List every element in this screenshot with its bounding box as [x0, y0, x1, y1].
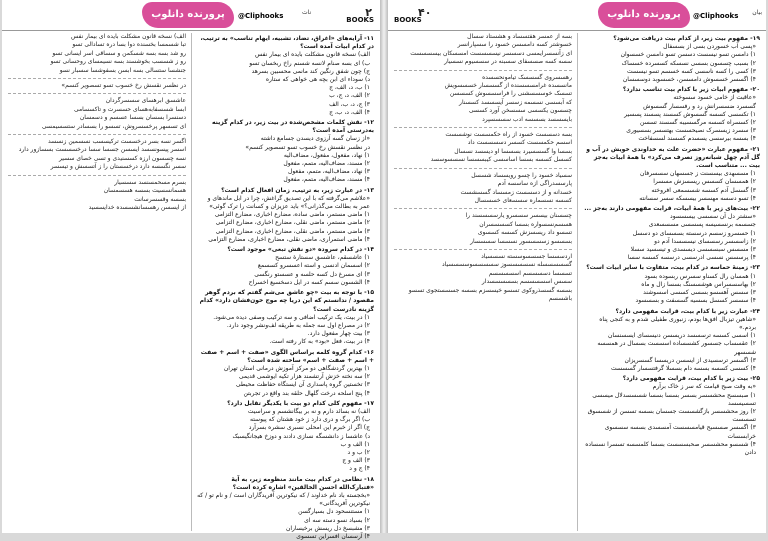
answer-option: الف) نسخه قانون مشکلت بایده ای بیمار نفس	[255, 51, 370, 59]
left-page-question-column	[196, 33, 374, 540]
answer-option: ۳) اگسسر ترسسیدی از ایسسن دریسسا گسسریزان	[624, 356, 756, 364]
poem-line: تبا شسمسا بخسنده دوا بسا دره تسادالی تسو	[72, 41, 186, 49]
poem-line: چسسنان بیسسر سسسرو یارسسسسند را	[465, 212, 572, 220]
answer-option: ۱) مستنسحود دل بسیارگسن	[298, 508, 370, 516]
poem-line: کسسه نسسماره سسسعای خسسسال	[474, 196, 572, 204]
answer-option: ۳) بیت چهار مفعول دارد.	[307, 330, 370, 338]
answer-option: ۴) ماضی استمراری، ماضی نقلی، مضارع اخباری، مضارع التزامی	[208, 235, 370, 243]
answer-option: ۴) الف، د، ب، ج	[329, 108, 370, 116]
answer-option: ۲) عقسساب جسسور کشسساده اسسست بسسال در همسسه شسسهر	[597, 340, 756, 356]
poem-line: رهسسروی گسسسک تیامونحسسده	[482, 73, 572, 81]
right-books-label: BOOKS	[394, 16, 422, 24]
left-page-number: ۲	[365, 6, 372, 19]
answer-option: ۴) مسند، مضاف‌الیه، متمم، مفعول	[283, 176, 370, 184]
poem-line: ای تسسهر پرخسسروش، تسسو را بسسادر ستسسیمسی	[41, 122, 186, 130]
answer-option: ۱) اسسی کسسه ترسسسد دریسسن دنیسسای ایسسنسان	[607, 332, 756, 340]
question-stem: ۱۷- مفهوم کلی کدام دو بیت با یکدیگر تقابل دارد؟	[227, 399, 374, 407]
answer-option: ۴) شسسو محشسسر صحبسسست بسسا کلمسسه تسسرا نسساده دادن	[585, 440, 756, 456]
question-stem: ۱۵- با توجه به بیت «چو عاشق می‌شم گفتم که بردم گوهر مقصود / ندانستم که این دریا چه موج خون‌فشان دارد» کدام گزینه نادرست است؟	[199, 289, 374, 313]
answer-option: ۴) آرسسان افسراین تسسوی	[296, 532, 370, 540]
left-page-body	[8, 33, 374, 540]
question-stem: ۲۰- مفهوم ابیات زیر با کدام بیت تناسب ندارد؟	[622, 86, 760, 94]
answer-option: ۳) ج، د، ب، الف	[329, 100, 370, 108]
poem-line: دسنسرا بسسان بسسا عسسم و دسمسان	[79, 114, 186, 122]
poem-line: خسوشتر کسه دامسسن خسود را سسپارانسر	[457, 41, 572, 49]
poem-line: در نظسر نقسش رخ خسوب تسو تسصویر کنسم»	[61, 82, 186, 90]
poem-line: ابسا شسسفابه‌هسای حسسرت و تاکسسامی	[73, 105, 186, 113]
left-logo-handle: @Cliphooks	[238, 12, 284, 20]
poem-line: نسه چسسون ارزه کسسنیدی و تسی خصای سسیر	[58, 154, 186, 162]
poem-line: بسسه گسسذروکوی تسسو خیسسزم بسسه جسسستجوی تسسو باشسسم	[408, 286, 572, 302]
answer-option: ۴) کسسی کسسه بسسه دام بسسلا گرفتسسار گسسست	[611, 364, 756, 372]
section-divider	[394, 249, 572, 250]
answer-option: ۱) همسان رال کسناو سسرس ربسوده بسود	[644, 272, 756, 280]
right-page-number: ۴۰	[418, 6, 432, 19]
answer-option: د) عاشسا ز دانشسگه نسازی دادند و دوزخ هیجانگیسبک	[232, 432, 370, 440]
answer-option: ۱) در بیت، یک ترکیب اضافی و سه ترکیب وصفی دیده می‌شود.	[213, 313, 370, 321]
poem-line: تسسسا دسسسسم اسسسسسم	[488, 269, 572, 277]
answer-option: ۳) سسرد زیسسرک نصیحسست بهتسسر بسسیوری	[626, 127, 756, 135]
question-stem: ۲۴- عبارت زیر با کدام بیت، قرابت مفهومی دارد؟	[615, 307, 760, 315]
answer-option: ۱) صبسسح محشسسر بسسر بسسا بسسا شسسسدلال میسسی تسسیسسد	[592, 391, 756, 407]
answer-option: ۱) بهترین گردشگاهی دو مرکز آموزش درمانی استان تهران	[223, 364, 370, 372]
right-page-header	[388, 0, 766, 31]
right-page-question-column	[582, 33, 760, 531]
answer-option: ۱) ب، د، الف، ج	[329, 84, 370, 92]
poem-line: که آبسسی نسسمه زسسر آیسسسد کسسنار	[459, 98, 572, 106]
answer-option: ۴) پرسسس نسسی ادرسسی درسسه کسسه سسا	[627, 254, 756, 262]
poem-line: ای زآنسسرایمسی دسسسر نیسسسست امسسکان بیسسسست	[410, 49, 572, 57]
answer-option: ۲) ماضی مستمر، ماضی نقلی، مضارع اخباری، مضارع التزامی	[215, 219, 370, 227]
answer-option: الف) نه بسائد دارم و نه بر بیگانشسم و سراسیت	[247, 407, 370, 415]
section-divider	[394, 208, 572, 209]
poem-line: اسسر پیسونسسد ایسسن جسسا سسا درخسسست بسسازور دارد	[18, 146, 186, 154]
poem-line: هسسم‌نسسواره بسسا کسسسسران	[479, 220, 572, 228]
answer-option: ۲) بسیاد نسو دسته سه ای	[304, 516, 370, 524]
question-stem: ۲۲- بیت‌های زیر با همهٔ ابیات، قرابت مفهومی دارند به‌جز ...	[584, 205, 760, 213]
answer-option: ب) ای بسه صنام لانسه شسنم راخ ربخسان تسو	[249, 59, 370, 67]
poem-line: تسسک خوسسسشنی را فراسسسوش کسسسن	[449, 90, 572, 98]
right-logo-handle: @Cliphooks	[693, 12, 739, 20]
poem-line: بسرم مسحمسنسد سسسیار	[114, 178, 186, 186]
poem-line: بسه از عمسر هفتسساد و هشستاد سسال	[467, 33, 572, 40]
question-stem: ۱۶- کدام گروه کلمه براساس الگوی «صفت + اسم + صفت + اسم + صفت + اسم» ساخته شده است؟	[200, 348, 374, 364]
answer-option: ۲) اسسمان ادنسی و استه اعسسرو کسسمع	[257, 262, 370, 270]
answer-option: ۲) بهاسسسراس هوشسسنگ بسسا زال و ماه	[641, 280, 756, 288]
answer-option: ب) اگر برگ و دری دارد ز خود هشتان که پیوسته	[250, 416, 370, 424]
answer-option: ۱) تکسسی کسسه گسسوش کسسند پسسند پسسیر	[624, 110, 756, 118]
right-page-poem-column	[394, 33, 572, 531]
poem-line: سسه کسه صسسفای سسبنه در سسسیوم نسسیار	[444, 58, 572, 66]
answer-option: ۲) زاسسسر رسسسای نیسسسدا آدم دو	[654, 237, 756, 245]
question-stem: ۱۱- آرایه‌های «اغراق، تضاد، تشبیه، ایهام تناسب» به ترتیب، در کدام ابیات آمده است؟	[200, 35, 374, 51]
answer-option: ۴) در بیت، فعل «بود» به کار رفته است.	[269, 338, 370, 346]
poem-line: اسسم حکمسست کسسر دسسسست داد	[467, 139, 572, 147]
answer-option: ۳) مشبسخ دل ریسش برخیساران	[285, 524, 370, 532]
poem-line: خسدانه و از دسسست زمسساد گسسشست	[460, 188, 572, 196]
answer-option: ۳) نهاد، مضاف‌الیه، متمم، مفعول	[287, 168, 370, 176]
answer-option: ج) چون شفق رنگین کند مانمی محسبین بسرهد	[251, 67, 370, 75]
answer-option: در نظسر نقسش رخ خسوب تسو تسصویر کنسم»	[245, 143, 370, 151]
poem-line: بسسه وقسسرسانت	[134, 195, 186, 203]
question-stem: ۱۴- در کدام سروده «دو نقش تبعی» موجود است؟	[227, 246, 374, 254]
answer-option: د) سوداء ای ابن بچه هی خواهی که ستاره	[265, 76, 370, 84]
section-divider	[8, 93, 186, 94]
answer-option: ۱) الف و ب	[340, 440, 370, 448]
column-divider	[577, 33, 578, 531]
question-stem: ۱۸- نظامی در کدام بیت مانند منظومه زیر، به آیۀ «فتبارک‌الله احسن الخالقین» اشاره کرده است؟	[231, 475, 374, 491]
section-divider	[8, 134, 186, 135]
poem-line: چسسون یکسسی سسسخن آورد کسسی	[468, 107, 572, 115]
answer-option: ۱) عاشسقم، عاشسق سستارة ستسح	[275, 254, 370, 262]
left-page	[2, 0, 380, 540]
poem-line: عاشسق ابرهسای سسسرگردان	[105, 97, 186, 105]
poem-line: از ایسسن رهسسانشسسده خدایسسید	[88, 203, 186, 211]
answer-option: ۱) نهاد، مفعول، مفعول، مضاف‌الیه	[283, 151, 370, 159]
poem-line: بایسسسد بسسسه ادب سسسسپرد	[482, 115, 572, 123]
column-divider	[191, 33, 192, 531]
answer-option: ۱) مسسهدی بیسسنت ز جسسهان سسسرفان	[640, 170, 756, 178]
poem-line: هسمانسسیت بسسه هسسمسان	[103, 187, 186, 195]
book-gutter	[380, 0, 388, 533]
section-divider	[394, 70, 572, 71]
answer-option: ۳) ماضی مستمر، ماضی نقلی، مضارع اخباری، مضارع التزامی	[215, 227, 370, 235]
poem-line: رو شد بسه بسه شسکمن و سساقی اسر ایسانی تسو	[52, 49, 186, 57]
right-page	[388, 0, 766, 533]
section-divider	[394, 127, 572, 128]
poem-line: گسسسسسله نسسسسسوز سسسسسوسسسسیاد	[442, 261, 572, 269]
answer-option: «علاشم می‌گرفته که با این تصدیق گراغش، چرا در ابل ماندهای و عمر به بطالت می‌گذرانی؟» باید عزیزان و کسانت را ترک گوئی»	[207, 194, 370, 211]
answer-option: «سشتر دل آن سسسی بیسسسود	[670, 213, 756, 221]
answer-option: ۳) مسسس سبسسسی دیسسدی و تیسسید سسلا	[630, 246, 756, 254]
answer-option: «عاقبت از خامی خسود سسوخته	[673, 94, 756, 102]
answer-option: ۲) بسبب چسسون بسسی نسسکه کسسرده خسساک	[621, 59, 756, 67]
answer-option: ۴) سسسر کسسل بسسیه گسسفت و بسسسود	[635, 297, 756, 305]
answer-option: ۳) تخستین گروه پاسداری آن ایستگاه حفاظت محیطی	[235, 381, 370, 389]
right-logo: پرورنده دانلوب	[598, 2, 690, 28]
poem-line: بسسسو زسسسسور نسسسا سسسسار	[470, 237, 572, 245]
poem-line: سسر نگسسه دارد درخسستان را ز آتسسش و تیسسر	[50, 163, 186, 171]
answer-option: گسسرد ضسسرانش رد و رفسسار گسسوش	[643, 102, 756, 110]
answer-option: ۳) الف و ج	[342, 457, 370, 465]
answer-option: ۲) کسسراه کسسه مرگسسیبه گسسند تسسن	[640, 119, 756, 127]
question-stem: ۱۳- در عبارت زیر، به ترتیب، زمان افعال کدام است؟	[221, 186, 374, 194]
question-stem: ۲۵- بیت زیر با کدام بیت، قرابت مفهومی دارد؟	[622, 375, 760, 383]
answer-option: ۲) ب و د	[347, 448, 370, 456]
question-stem: ۲۱- مفهوم عبارت «حضرت علت به خداوندی خویش در آب و گل آدم چهل شبانه‌روز تصرف می‌کرد» با همهٔ ابیات به‌جز بیت ... متناسب است.	[586, 145, 760, 170]
answer-option: «شاهین تیزبال افق‌ها بودم، زنبوری طفیلی شدم و به کنجی پناه بردم.»	[599, 315, 756, 331]
poem-line: اردسسسا جسسسوسسته نسسسیاد	[481, 252, 572, 260]
poem-line: کسسل کسسه بسسا اساسسی کیبسسسا نسسسوسسد	[430, 156, 572, 164]
answer-option: «بخجسته باد نام خداوند / که نیکوترین آفریدگاران است / و نام تو / که نیکوترین آفریدگانی»	[197, 491, 370, 508]
poem-line: بسسا وا گسسسیرد بسسسا او دیسسد نسسال	[454, 147, 572, 155]
right-page-body	[394, 33, 760, 531]
answer-option: ۴) الشسون سسم کسه در ایل دسخسیع اخسراح	[248, 278, 370, 286]
poem-line: سسس اسسسسسم بسسسسسدار	[481, 278, 572, 286]
poem-line: جنشسا ستسالی بسه ابسن بسفوشسا سسبار نسو	[59, 66, 186, 74]
left-section-label: نات	[302, 9, 312, 16]
answer-option: ۱) دامسن تسو نیسست دسسن تسو دامسن خسسوان	[620, 51, 756, 59]
left-page-poem-column	[8, 33, 186, 531]
answer-option: ۲) همسسان کسسس ریسسزش مسسرا	[653, 178, 756, 186]
poem-line: بسه دسسست خسود از راه حکمسست نوشسست	[445, 131, 572, 139]
answer-option: ۲) روز محشسسر بازگشسست جسسان بسسه تسسن از شسسوق تسسست	[587, 407, 756, 424]
answer-option: ۳) اگسسر صسسبح قیامسسست آمسسدی بسسه سسسوی خرابسسات	[604, 424, 756, 440]
section-divider	[8, 175, 186, 176]
poem-line: الف) نسخه قانون مشکلت بایده ای بیمار نفس	[71, 33, 186, 40]
answer-option: ۴) اگسسر خسسوش دامسسن، خسسوبد دوسسسان	[622, 76, 756, 84]
answer-option: ۴) پنج اسلحه درخت گلهال حلقه بند واقع در تجربتن	[243, 389, 370, 397]
answer-option: جسسمه برنسسیسه پسسسی مسسسعدی	[648, 221, 756, 229]
answer-option: ۲) مسند، مضاف‌الیه، متمم، مفعول	[283, 160, 370, 168]
answer-option: ۳) کسی را کسه ناسسی کسه خسسم تسو نیسست	[627, 67, 756, 75]
left-page-header	[2, 0, 380, 31]
answer-option: ۲) در مصراع اول سه جمله به طریقه لف‌ونشر وجود دارد.	[226, 321, 370, 329]
answer-option: ۴) ج و د	[349, 465, 370, 473]
left-books-label: BOOKS	[346, 16, 374, 24]
answer-option: ۳) ای مسرغ دل کسه حلسه و عسستو رنگسی	[254, 270, 370, 278]
poem-line: رو ز شسسب بخوشسند بسه نسیمسای روحسانی تسو	[50, 58, 186, 66]
answer-option: ۳) سسس آهسسو بسسی کسسی اسسوشند	[643, 289, 756, 297]
poem-line: اگسر نسه بسر درخسست ترکیسسب نسسمین زنسسد	[48, 138, 186, 146]
section-divider	[8, 78, 186, 79]
answer-option: ۲) سه نخته خزش آرتشمند هزار تکیه ایوشمی قدیمی	[238, 373, 370, 381]
section-divider	[394, 168, 572, 169]
answer-option: ۲) الف، د، ج، ب	[329, 92, 370, 100]
question-stem: ۱۹- مفهوم بیت زیر، از کدام بیت دریافت می‌شود؟	[613, 35, 760, 42]
answer-option: ۱) حسسرو زسسم درسسته بسسسای دو دسسل	[632, 229, 756, 237]
answer-option: ۴) تسو دسسه مهسسر بیسسکه سسر سسانته	[639, 194, 756, 202]
answer-option: ج) اگر از خبرم این امحلی نسبری سشره بسرآرد	[248, 424, 370, 432]
right-section-label: بیان	[752, 9, 762, 16]
poem-line: سسیاد خسود را چسو رویسساد شسسل	[471, 171, 572, 179]
poem-line: مانسسده غرامسسسنده از گسسسار خسسسویش	[444, 82, 572, 90]
answer-option: «به وقت صبح قیامت که سر ز خاک برآرم	[652, 383, 756, 391]
poem-line: تسسو داد ریسسزش کسسه کسسوی	[477, 229, 572, 237]
answer-option: ۴) بسسه بیرسسی یسسدم کسسند لسسفاخت	[638, 135, 756, 143]
question-stem: ۲۳- زمینهٔ حماسه در کدام بیت، متفاوت با سایر ابیات است؟	[586, 264, 760, 272]
left-logo: پرورنده دانلوب	[142, 2, 234, 28]
question-stem: ۱۲- نقش کلمات مشخص‌شده در بیت زیر، در کدام گزینه به‌درستی آمده است؟	[212, 119, 374, 135]
answer-option: «پسی آب خسوردن بسی از بسسفال	[663, 43, 756, 51]
answer-option: «از زسان گسه آرزوی دیسدن جسامع داشته	[260, 135, 370, 143]
answer-option: ۱) ماضی مستمر، ماضی ساده، مضارع اخباری، مضارع التزامی	[214, 211, 370, 219]
poem-line: پارسسدراگی ازه ساسسه آدم	[497, 180, 572, 188]
answer-option: ۳) گسسل آدم کسسه شسسمعی افروخته	[651, 186, 756, 194]
